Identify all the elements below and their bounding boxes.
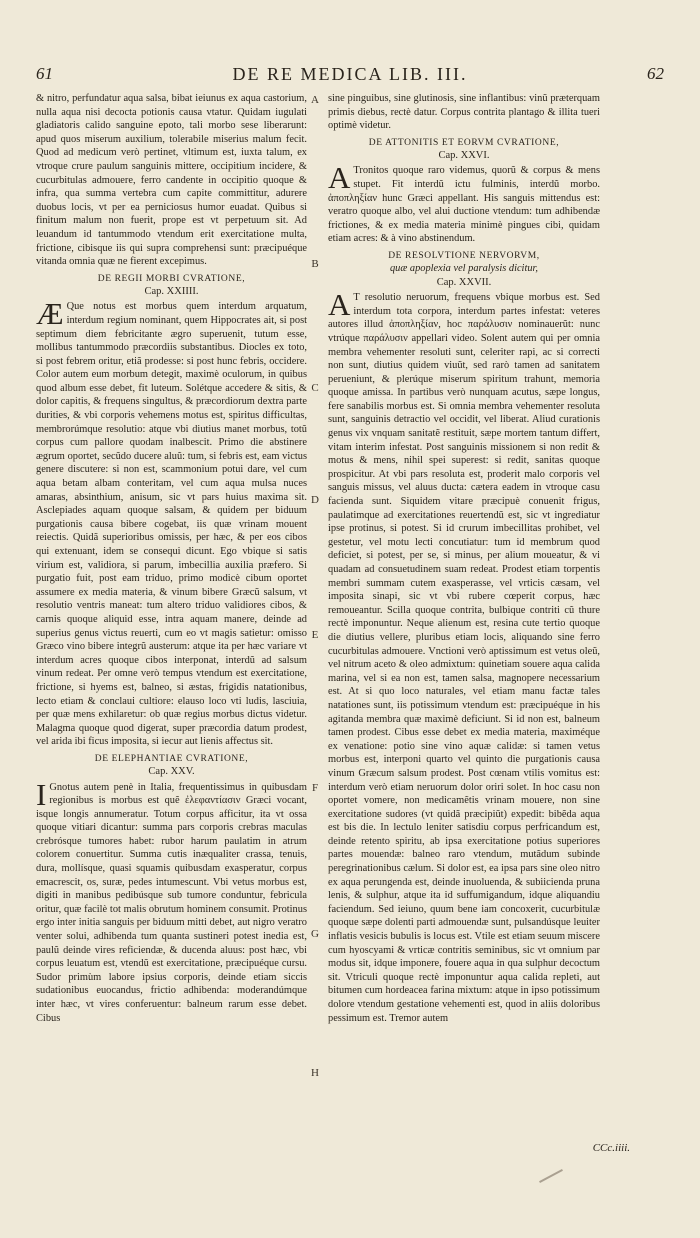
margin-letter-c: C (311, 382, 319, 394)
ink-mark (539, 1169, 563, 1183)
resolutione-text: T resolutio neruorum, frequens vbique morbus est. Sed interdum tota corpora, interdum partes infestat: veteres autores illud ἀποπληξίαν, hoc παράλυσιν nominauerũt: nunc vtrúque παράλυσιν appellari video. Solent autem qui per omnia membra vehementer resoluti sunt, celeriter rapi, ac si correcti non sunt, diutius quidem viuũt, sed rarò tamen ad sanitatem perueniunt, & plerúque miserum spiritum trahunt, memoria quoque amissa. In partibus verò nunquam acutus, sæpe longus, fere sanabilis morbus est. Si omnia membra vehementer resoluta sunt, sanguinis detractio vel occidit, vel liberat. Aliud curationis genus vix vnquam sanitatẽ restituit, sæpe mortem tantum differt, vitam interim infestat. Post sanguinis missionem si non redit & motus & mens, nihil spei superest: si redit, sanitas quoque prospicitur. At vbi pars resoluta est, proderit malo corporis vel sanguis missus, vel aluus ducta: cætera eadem in vtroque casu facienda sunt. Siquidem vitare præcipuè conuenit frigus, paulatimque ad exercitationes reuertendũ est, sic vt ingrediatur ipse protinus, si potest. Si id crurum imbecillitas prohibet, vel gestetur, vel motu lecti concutiatur: tum id membrum quod deficiet, si potest, per se, si minus, per alium moueatur, & vi quadam ad consuetudinem suam redeat. Prodest etiam torpentis membri summam cutem exasperasse, vel vrticis cæsam, vel imposita sinapi, sic vt vbi rubere cœperit corpus, hæc remoueantur. Scilla quoque contrita, bulbique contriti cũ thure rectè imponuntur. Neque alienum est, resina cute tertio quoque die diutius vellere, pluribus etiam locis, aliquando sine ferro cucurbitulas admouere. Vnctioni verò aptissimum est vetus oleũ, vel nitrum aceto & oleo admixtum: quinetiam souere aqua calida marina, vel si ea non est, tamen salsa, magnopere necessarium est. At si quo loco naturales, vel etiam manu factæ tales natationes sunt, iis potissimum vtendum est: præcipuéque in his agitanda membra quæ maximè deficiunt. Si id non est, balneum tamen prodest. Cibus esse debet ex media materia, maximéque ex venatione: potio sine vino aquæ calidæ: si tamen vetus morbus est, interponi quarto vel quinto die purgationis causa vinum Græcum salsum prodest. Post cœnam vtilis vomitus est: interdum verò etiam neruorum dolor oriri solet. In hoc casu non oportet vomere, non medicamẽtis vrinam mouere, non sine exercitatione sudores (vt quidã præcipiũt) expedit: bibẽda aqua est bis die. In lectulo leniter satisdiu corpus perfricandum est, deinde retento spiritu, ab ipsa exercitatione potius superiores partes mouendæ: balneo raro vtendum, mutãdum subinde peregrinationibus cælum. Si dolor est, ea ipsa pars sine oleo nitro ex aqua perungenda est, deinde inuoluenda, & subiicienda pruna lenis, & sulphur, atque ita id suffumigandum, idque aliquandiu faciendum. Sed ieiuno, quum bene iam concoxerit, cucurbitulæ quoque sæpe dolenti parti admouendæ sunt, pulsandúsque leuiter inflatis vesicis bubulis is locus est. Vtile est etiam seuum miscere cum hyoscyami & vrticæ contritis seminibus, sic vt omnium par modus sit, idque imponere, fouere aqua in qua sulphur decoctum sit. Vtriculi quoque rectè imponuntur aqua calida repleti, aut bitumen cum hordeacea farina mixtum: atque in ipso potissimum dolore vtendum gestatione vehementi est, quod in aliis doloribus pessimum est. Tremor autem (328, 292, 600, 1024)
margin-letter-d: D (311, 494, 319, 506)
left-column (36, 92, 307, 1025)
elephantiae-text: Gnotus autem penè in Italia, frequentissimus in quibusdam regionibus is morbus est quẽ ἐλεφαντίασιν Græci vocant, isque longis annumeratur. Totum corpus afficitur, ita vt ossa quoque vitiari dicantur: summa pars corporis crebras maculas crebrósque tumores habet: rubor harum paulatim in atrum colorem conuertitur. Summa cutis inæqualiter crassa, tenuis, dura, mollísque, quasi squamis quibusdam exasperatur, corpus emacrescit, os, suræ, pedes intumescunt. Vbi vetus morbus est, digiti in manibus pedibúsque sub tumore conduntur, febricula oritur, quæ facilè tot malis obrutum hominem consumit. Protinus ergo inter initia sanguis per biduum mitti debet, aut nigro veratro venter solui, adhibenda tum quanta sustineri potest inedia est, paulũ deinde vires reficiendæ, & ducenda aluus: post hæc, vbi corpus leuatum est, vtendũ est exercitatione, præcipuéque cursu. Sudor primùm labore ipsius corporis, deinde etiam siccis sudationibus euocandus, frictio adhibenda: moderandúmque inter hæc, vt vires conferuentur: balneum rarum esse debet. Cibus (36, 781, 307, 1024)
section-title-regii: DE REGII MORBI CVRATIONE, (97, 273, 246, 284)
margin-letter-a: A (311, 94, 319, 106)
resolutione-paragraph (328, 287, 600, 1025)
chapter-number-27: Cap. XXVII. (436, 276, 492, 288)
right-page-number: 62 (647, 64, 664, 83)
margin-letter-f: F (311, 782, 319, 794)
margin-letter-h: H (311, 1067, 319, 1079)
margin-letter-e: E (311, 629, 319, 641)
chapter-number-24: Cap. XXIIII. (144, 285, 199, 297)
chapter-number-25: Cap. XXV. (148, 765, 195, 777)
drop-cap-a2: A (328, 287, 351, 323)
signature-mark: CCc.iiii. (592, 1142, 630, 1154)
section-title-elephantiae: DE ELEPHANTIAE CVRATIONE, (94, 753, 249, 764)
running-title: DE RE MEDICA LIB. III. (232, 64, 468, 84)
section-subtitle: quæ apoplexia vel paralysis dicitur, (389, 262, 539, 274)
margin-letter-b: B (311, 258, 319, 270)
section-title-resolutione: DE RESOLVTIONE NERVORVM, (388, 250, 540, 261)
left-page-number: 61 (36, 64, 53, 83)
margin-letter-g: G (311, 928, 319, 940)
drop-cap-ae: Æ (36, 296, 64, 332)
chapter-number-26: Cap. XXVI. (438, 149, 490, 161)
right-intro-paragraph: sine pinguibus, sine glutinosis, sine inflantibus: vinũ præterquam primis diebus, rectè datur. Corpus contrita plantago & illita tueri optimè videtur. (328, 93, 600, 132)
page-header (36, 64, 664, 88)
left-intro-paragraph: & nitro, perfundatur aqua salsa, bibat ieiunus ex aqua castorium, nulla aqua nisi decocta potionis causa vtatur. Quidam iugulati gladiatoris calido sanguine epoto, tali morbo sese liberarunt: apud quos miserum auxilium, tolerabile miserius malum fecit. Quod ad medicum verò pertinet, vltimum est, iuxta talum, ex vtroque crure paulum sanguinis mittere, occipitium incidere, & cucurbitulas admouere, ferro candente in occipitio quoque & infra, qua summa vertebra cum capite committitur, adurere duobus locis, vt per ea perniciosus humor euadat. Quibus si finitum malum non fuerit, prope est vt perpetuum sit. Ad leuandum id tantummodo vtendum erit exercitatione multa, frictione, cibisque iis qui supra comprehensi sunt: præcipuéque vitanda omnia quæ ne fierent excepimus. (36, 93, 307, 268)
regii-text: Que notus est morbus quem interdum arquatum, interdum regium nominant, quem Hippocrates ait, si post septimum diem febricitante ægro superuenit, tutum esse, mollibus tantummodo præcordiis substantibus. Diocles ex toto, si post febrem oritur, etiã prodesse: si post hunc febris, occidere. Color autem eum morbum detegit, maximè oculorum, in quibus quod album esse debet, fit luteum. Solétque accedere & sitis, & dolor capitis, & frequens singultus, & præcordiorum dextra parte durities, & vbi corporis vehemens motus est, spiritus difficultas, membrorúmque resolutio: atque vbi diutius manet morbus, totũ corpus cum pallore quodam inalbescit. Primo die abstinere ægrum oportet, secũdo ducere aluũ: tum, si febris est, eam victus genere discutere: si non est, scammonium potui dare, vel cum aqua betam albam conteritam, vel cum aqua mulsa nuces amaras, absinthium, anisum, sic vt pars huius maxima sit. Asclepiades aquam quoque salsam, & quidem per biduum purgationis causa bibere cogebat, iis quæ vrinam mouent reiectis. Quidã superioribus omissis, per hæc, & per eos cibos qui extenuant, idem se consequi dicunt. Ego vbique si satis virium est, validiora, si parum, imbecillia auxilia præfero. Si purgatio fuit, post eam triduo, primo modicè cibum oportet assumere ex media materia, & vinum bibere Græcũ salsum, vt resolutio ventris maneat: tum altero triduo validiores cibos, & carnis quoque aliquid esse, intra aquam manere, deinde ad superius genus victus reuerti, cum eo vt magis satietur: omisso Græco vino bibere integrũ austerum: atque ita per hæc variare vt interdum acres quoque cibos interponat, interdũ ad salsum vinum redeat. Per omne verò tempus vtendum est exercitatione, frictione, si hyems est, balneo, si æstas, frigidis natationibus, lecto etiam & conclaui cultiore: elauso loco vti ludis, lasciuia, per quæ mens exhilaretur: ob quæ regius morbus dictus videtur. Malagma quoque quod digerat, super præcordia datum prodest, vel arida ibi ficus imposita, si iecur aut lienis affectus sit. (36, 301, 307, 748)
drop-cap-a1: A (328, 160, 351, 196)
attonitis-paragraph (328, 160, 600, 246)
attonitis-text: Tronitos quoque raro videmus, quorũ & corpus & mens stupet. Fit interdũ ictu fulminis, interdũ morbo. ἀποπληξίαν hunc Græci appellant. His sanguis mittendus est: veratro quoque albo, vel alui ductione vtendum: tum adhibendæ frictiones, & ex media materia minimè pingues cibi, quidam etiam acres: & à vino abstinendum. (328, 165, 600, 245)
regii-paragraph (36, 296, 307, 749)
right-column (328, 92, 600, 1025)
section-title-attonitis: DE ATTONITIS ET EORVM CVRATIONE, (368, 137, 560, 148)
drop-cap-i: I (36, 776, 47, 812)
elephantiae-paragraph (36, 776, 307, 1026)
